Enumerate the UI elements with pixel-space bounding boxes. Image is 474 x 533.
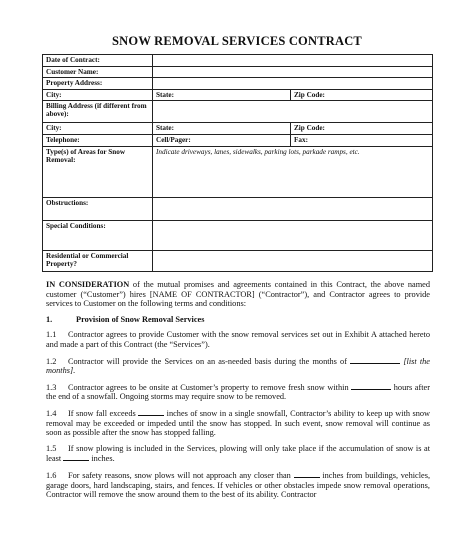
hours-blank[interactable] — [351, 382, 391, 390]
clause-1-6-text: For safety reasons, snow plows will not approach any closer than — [68, 470, 291, 480]
customer-name-label: Customer Name: — [43, 66, 153, 78]
special-conditions-label: Special Conditions: — [43, 221, 153, 250]
snowfall-inches-blank[interactable] — [138, 408, 164, 416]
zip-code-label[interactable]: Zip Code: — [291, 89, 433, 101]
clause-1-6 — [46, 470, 430, 500]
months-blank[interactable] — [350, 356, 400, 364]
billing-state-label[interactable]: State: — [153, 123, 291, 135]
obstructions-field[interactable] — [153, 198, 433, 221]
clause-1-1 — [46, 330, 430, 349]
clause-1-2-months-hint: [list the months]. — [46, 356, 430, 376]
cell-pager-label[interactable]: Cell/Pager: — [153, 135, 291, 147]
clause-1-5-text-2: inches. — [91, 454, 115, 464]
section-1-number: 1. — [46, 314, 53, 324]
date-of-contract-label: Date of Contract: — [43, 55, 153, 67]
city-label: City: — [43, 89, 153, 101]
clause-1-3-text-2: hours after the end of a snowfall. Ongoing storms may require snow to be removed. — [46, 382, 430, 402]
obstructions-label: Obstructions: — [43, 198, 153, 221]
contract-info-form — [42, 54, 433, 272]
clause-1-4-text-2: inches of snow in a single snowfall, Contractor’s ability to keep up with snow removal may be exceeded or impeded until the snow has stopped. In such event, snow removal will continue as soon as possible after the snow has stopped falling. — [46, 408, 431, 438]
contract-body — [46, 280, 430, 506]
section-1-title: Provision of Snow Removal Services — [76, 314, 205, 324]
customer-name-field[interactable] — [153, 66, 433, 78]
clause-1-3 — [46, 382, 430, 402]
state-label[interactable]: State: — [153, 89, 291, 101]
billing-zip-code-label[interactable]: Zip Code: — [291, 123, 433, 135]
consideration-text: of the mutual promises and agreements contained in this Contract, the above named customer (“Customer”) hires [NAME OF CONTRACTOR] (“Contractor”), and Contractor agrees to provide services to Customer on the following terms and conditions: — [46, 280, 430, 309]
areas-label: Type(s) of Areas for Snow Removal: — [43, 146, 153, 198]
clause-1-2-text: Contractor will provide the Services on an as-needed basis during the months of — [68, 356, 347, 366]
clause-1-5-number: 1.5 — [46, 443, 57, 453]
areas-hint[interactable]: Indicate driveways, lanes, sidewalks, parking lots, parkade ramps, etc. — [153, 146, 433, 198]
section-1-heading — [46, 315, 430, 325]
clause-1-1-text: Contractor agrees to provide Customer with the snow removal services set out in Exhibit A attached hereto and made a part of this Contract (the “Services”). — [46, 330, 430, 349]
distance-inches-blank[interactable] — [294, 470, 320, 478]
clause-1-4 — [46, 408, 430, 438]
property-address-label: Property Address: — [43, 78, 153, 90]
date-of-contract-field[interactable] — [153, 55, 433, 67]
clause-1-2 — [46, 356, 430, 376]
telephone-label: Telephone: — [43, 135, 153, 147]
billing-city-label: City: — [43, 123, 153, 135]
clause-1-6-text-2: inches from buildings, vehicles, garage doors, hard landscaping, stairs, and fences. If vehicles or other obstacles impede snow removal operations, Contractor will remove the snow around them to the best of its ability. Contractor — [46, 470, 431, 500]
billing-address-field[interactable] — [153, 101, 433, 123]
clause-1-6-number: 1.6 — [46, 470, 57, 480]
clause-1-3-text: Contractor agrees to be onsite at Customer’s property to remove fresh snow within — [68, 382, 349, 392]
clause-1-1-number: 1.1 — [46, 330, 57, 340]
property-type-field[interactable] — [153, 250, 433, 271]
clause-1-4-number: 1.4 — [46, 408, 57, 418]
property-type-label: Residential or Commercial Property? — [43, 250, 153, 271]
clause-1-3-number: 1.3 — [46, 382, 57, 392]
consideration-paragraph — [46, 280, 430, 309]
fax-label[interactable]: Fax: — [291, 135, 433, 147]
clause-1-5 — [46, 444, 430, 464]
document-title: SNOW REMOVAL SERVICES CONTRACT — [112, 34, 362, 48]
clause-1-5-text: If snow plowing is included in the Services, plowing will only take place if the accumulation of snow is at least — [46, 443, 430, 464]
billing-address-label: Billing Address (if different from above): — [43, 101, 153, 123]
clause-1-4-text: If snow fall exceeds — [68, 408, 136, 418]
special-conditions-field[interactable] — [153, 221, 433, 250]
consideration-heading: IN CONSIDERATION — [46, 280, 130, 289]
clause-1-2-number: 1.2 — [46, 356, 57, 366]
plow-inches-blank[interactable] — [63, 453, 89, 461]
property-address-field[interactable] — [153, 78, 433, 90]
